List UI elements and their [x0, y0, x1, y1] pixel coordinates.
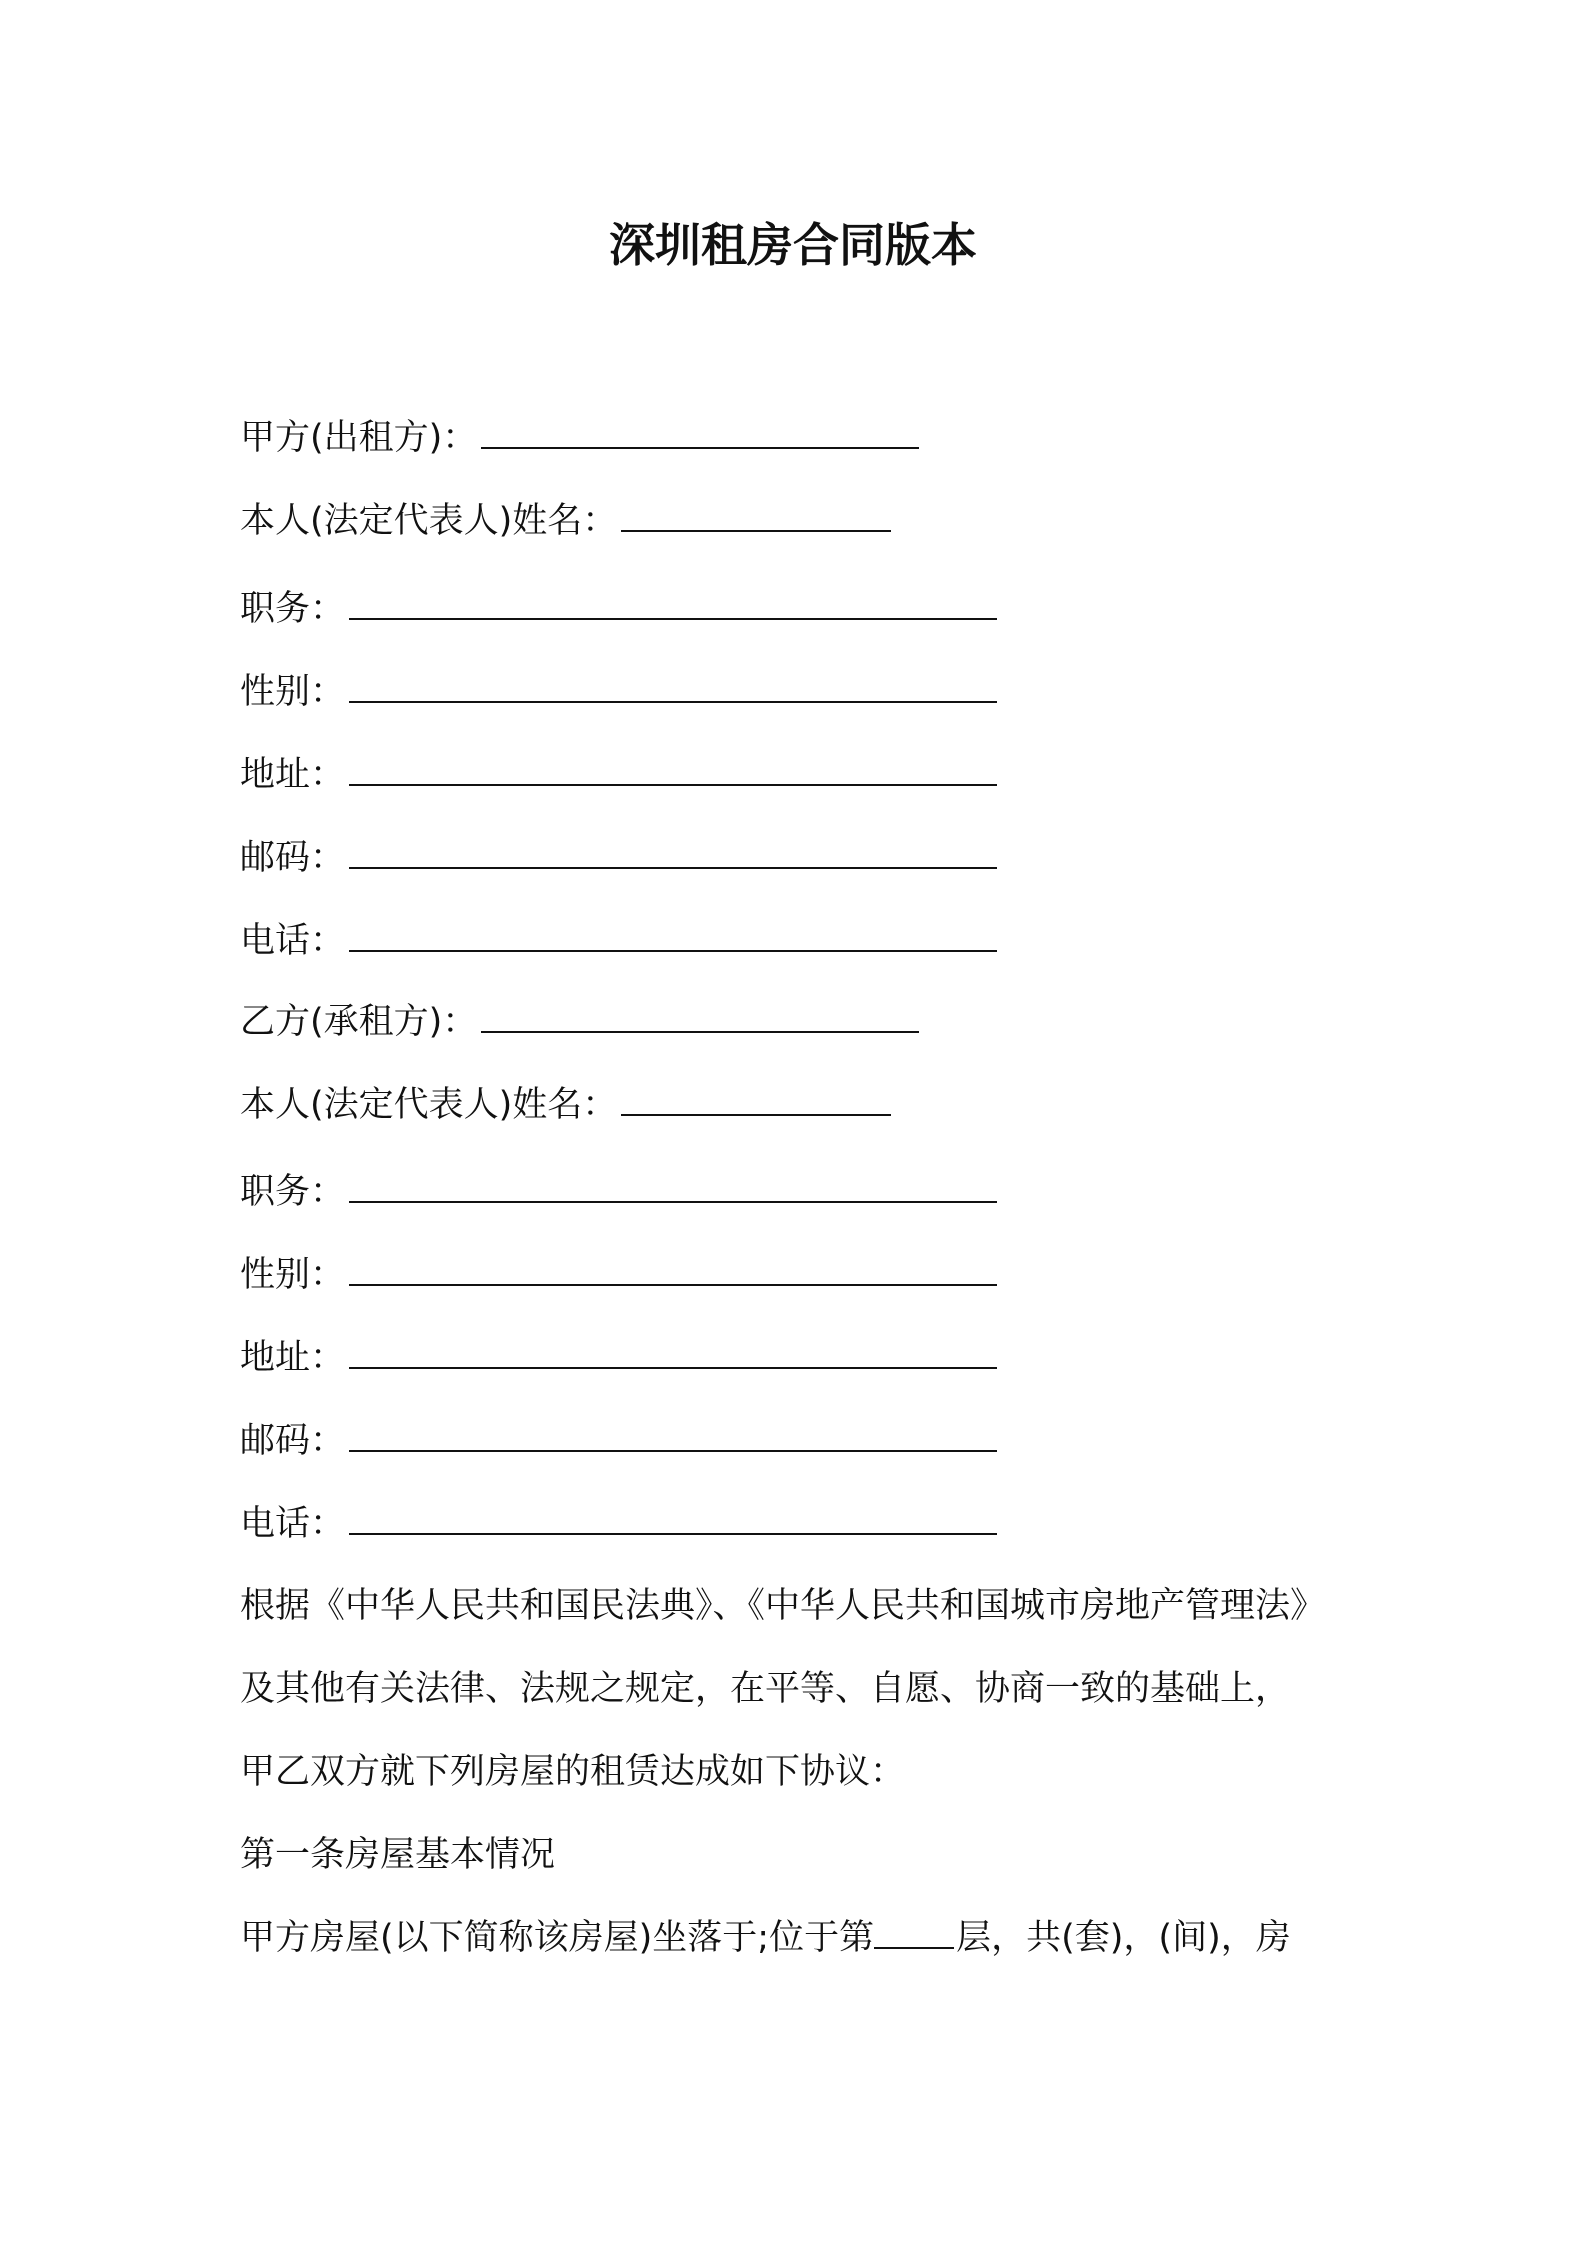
preamble-line: 根据《中华人民共和国民法典》、《中华人民共和国城市房地产管理法》 — [240, 1586, 1326, 1626]
party-b-rep-line — [240, 1079, 891, 1131]
party-a-phone-line — [240, 915, 997, 967]
party-b-line — [240, 996, 919, 1048]
party-b-postcode-blank[interactable] — [349, 1444, 997, 1452]
party-a-gender-label: 性别： — [240, 672, 346, 712]
article-1-text-before: 甲方房屋(以下简称该房屋)坐落于;位于第 — [240, 1918, 875, 1958]
party-a-rep-name-label: 本人(法定代表人)姓名： — [240, 501, 618, 541]
party-a-phone-label: 电话： — [240, 921, 346, 961]
article-1-text — [240, 1912, 1291, 1964]
party-a-postcode-blank[interactable] — [349, 861, 997, 869]
party-a-line — [240, 412, 919, 464]
party-b-address-label: 地址： — [240, 1338, 346, 1378]
party-b-postcode-line — [240, 1415, 997, 1467]
party-a-name-blank[interactable] — [481, 441, 919, 449]
article-1-heading: 第一条房屋基本情况 — [240, 1835, 556, 1875]
party-b-position-line — [240, 1166, 997, 1218]
party-a-address-blank[interactable] — [349, 778, 997, 786]
party-a-phone-blank[interactable] — [349, 944, 997, 952]
party-b-address-line — [240, 1332, 997, 1384]
party-a-label: 甲方(出租方)： — [240, 418, 478, 458]
article-1-text-after: 层，共(套)，(间)，房 — [956, 1918, 1291, 1958]
party-a-rep-name-blank[interactable] — [621, 524, 891, 532]
party-a-postcode-line — [240, 832, 997, 884]
party-b-phone-line — [240, 1498, 997, 1550]
party-a-gender-line — [240, 666, 997, 718]
party-a-gender-blank[interactable] — [349, 695, 997, 703]
party-a-position-line — [240, 583, 997, 635]
floor-blank[interactable] — [874, 1941, 954, 1949]
party-b-gender-label: 性别： — [240, 1255, 346, 1295]
party-b-gender-blank[interactable] — [349, 1278, 997, 1286]
party-b-rep-name-label: 本人(法定代表人)姓名： — [240, 1085, 618, 1125]
document-title: 深圳租房合同版本 — [609, 218, 977, 272]
party-b-position-blank[interactable] — [349, 1195, 997, 1203]
party-b-name-blank[interactable] — [481, 1025, 919, 1033]
party-a-address-label: 地址： — [240, 755, 346, 795]
preamble-line: 甲乙双方就下列房屋的租赁达成如下协议： — [240, 1752, 906, 1792]
party-b-label: 乙方(承租方)： — [240, 1002, 478, 1042]
party-b-rep-name-blank[interactable] — [621, 1108, 891, 1116]
party-b-postcode-label: 邮码： — [240, 1421, 346, 1461]
party-b-position-label: 职务： — [240, 1172, 346, 1212]
preamble-line: 及其他有关法律、法规之规定，在平等、自愿、协商一致的基础上， — [240, 1669, 1291, 1709]
party-a-postcode-label: 邮码： — [240, 838, 346, 878]
party-a-position-blank[interactable] — [349, 612, 997, 620]
party-b-phone-blank[interactable] — [349, 1527, 997, 1535]
party-b-phone-label: 电话： — [240, 1504, 346, 1544]
party-a-address-line — [240, 749, 997, 801]
party-a-rep-line — [240, 495, 891, 547]
party-a-position-label: 职务： — [240, 589, 346, 629]
party-b-gender-line — [240, 1249, 997, 1301]
party-b-address-blank[interactable] — [349, 1361, 997, 1369]
